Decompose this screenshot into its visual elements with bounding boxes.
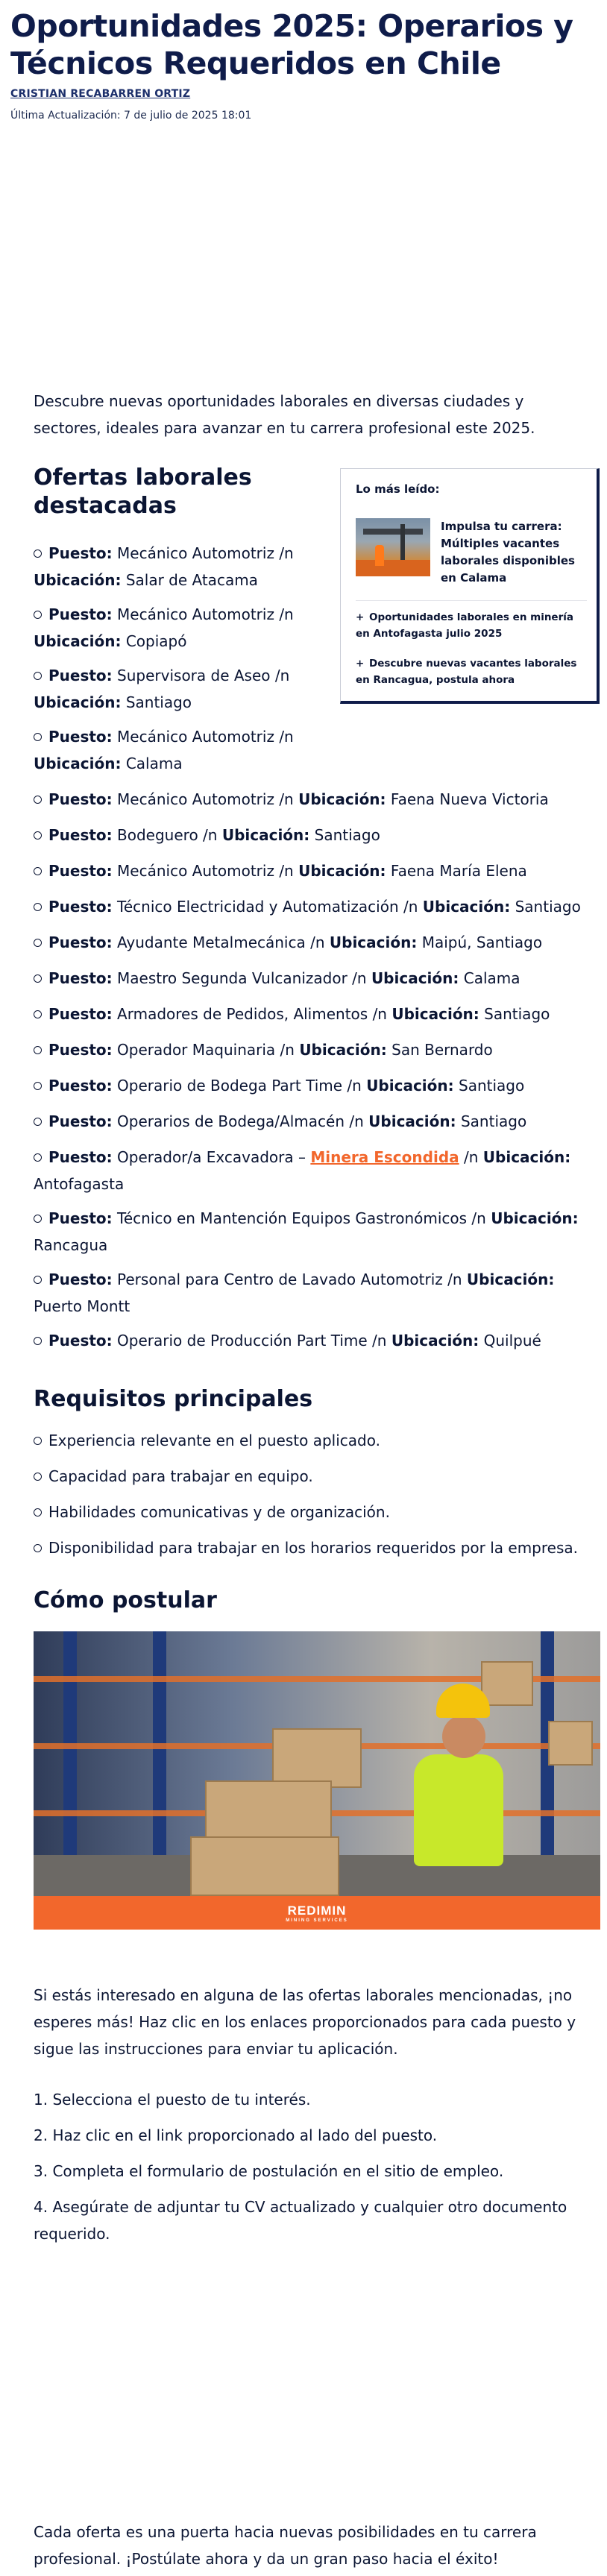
offer-item: Puesto: Operario de Bodega Part Time /n Ubicación: Santiago [34,1072,600,1099]
requirement-item: Experiencia relevante en el puesto aplicado. [34,1427,380,1454]
offer-position: Mecánico Automotriz [117,728,274,746]
offer-location: Santiago [515,898,581,916]
most-read-featured[interactable] [356,518,587,593]
offer-position: Operarios de Bodega/Almacén [117,1112,345,1130]
offer-item: Puesto: Personal para Centro de Lavado Automotriz /n Ubicación: Puerto Montt [34,1270,555,1315]
apply-step-2: 2. Haz clic en el link proporcionado al lado del puesto. [34,2126,438,2144]
apply-step-1: 1. Selecciona el puesto de tu interés. [34,2091,311,2109]
offer-item: Puesto: Mecánico Automotriz /n Ubicación: Faena María Elena [34,857,600,884]
offer-position: Mecánico Automotriz [117,544,274,562]
offer-location: Puerto Montt [34,1297,130,1315]
sidebox-divider [356,600,587,601]
offer-location: Quilpué [483,1332,541,1350]
offer-location: Santiago [314,826,380,844]
bullet-icon [34,1544,42,1552]
author-link[interactable]: CRISTIAN RECABARREN ORTIZ [10,88,191,100]
bullet-icon [34,1118,42,1126]
page-title: Oportunidades 2025: Operarios y Técnicos Requeridos en Chile [10,8,573,81]
bullet-icon [34,1337,42,1345]
closing-paragraph: Cada oferta es una puerta hacia nuevas posibilidades en tu carrera profesional. ¡Postúlate ahora y da un gran paso hacia el éxito! [34,2523,537,2568]
offer-location: Santiago [460,1112,527,1130]
bullet-icon [34,867,42,875]
bullet-icon [34,1046,42,1054]
bullet-icon [34,1082,42,1090]
bullet-icon [34,672,42,680]
last-updated: Última Actualización: 7 de julio de 2025 18:01 [10,110,252,122]
offer-location: Santiago [484,1005,550,1023]
offer-item: Puesto: Operador/a Excavadora – Minera Escondida /n Ubicación: Antofagasta [34,1148,571,1193]
offer-location: Rancagua [34,1236,108,1254]
offer-position: Mecánico Automotriz [117,605,274,623]
offer-item: Puesto: Operarios de Bodega/Almacén /n Ubicación: Santiago [34,1108,600,1135]
offer-location: Faena Nueva Victoria [390,790,549,808]
offer-position: Operario de Bodega Part Time [117,1077,343,1095]
requirement-item: Disponibilidad para trabajar en los horarios requeridos por la empresa. [34,1534,578,1561]
offer-item: Puesto: Armadores de Pedidos, Alimentos /n Ubicación: Santiago [34,1001,600,1027]
most-read-link-1[interactable]: + Oportunidades laborales en minería en Antofagasta julio 2025 [356,609,587,642]
intro-paragraph: Descubre nuevas oportunidades laborales en diversas ciudades y sectores, ideales para avanzar en tu carrera profesional este 2025. [34,392,535,437]
offer-item: Puesto: Técnico Electricidad y Automatización /n Ubicación: Santiago [34,893,600,920]
offer-location: Faena María Elena [390,862,527,880]
bullet-icon [34,831,42,840]
bullet-icon [34,611,42,619]
apply-paragraph: Si estás interesado en alguna de las ofertas laborales mencionadas, ¡no esperes más! Haz clic en los enlaces proporcionados para cada puesto y sigue las instrucciones para enviar tu aplicación. [34,1986,576,2058]
apply-heading: Cómo postular [34,1587,217,1613]
bullet-icon [34,549,42,558]
offer-item: Puesto: Bodeguero /n Ubicación: Santiago [34,822,600,848]
bullet-icon [34,1437,42,1445]
offer-item: Puesto: Operario de Producción Part Time /n Ubicación: Quilpué [34,1327,600,1354]
offer-position: Mecánico Automotriz [117,862,274,880]
plus-icon: + [356,658,365,670]
bullet-icon [34,1276,42,1284]
offer-position: Personal para Centro de Lavado Automotriz [117,1270,443,1288]
offer-position: Mecánico Automotriz [117,790,274,808]
bullet-icon [34,974,42,983]
offer-location: San Bernardo [391,1041,493,1059]
offer-item: Puesto: Supervisora de Aseo /n Ubicación: Santiago [34,667,290,711]
bullet-icon [34,1215,42,1223]
offer-position: Técnico en Mantención Equipos Gastronómicos [117,1209,468,1227]
requirements-heading: Requisitos principales [34,1386,313,1412]
offer-item: Puesto: Ayudante Metalmecánica /n Ubicación: Maipú, Santiago [34,929,600,956]
offer-position: Maestro Segunda Vulcanizador [117,969,347,987]
warehouse-worker-image [34,1631,600,1930]
offers-heading: Ofertas laborales destacadas [34,465,252,519]
bullet-icon [34,1508,42,1517]
offer-item: Puesto: Mecánico Automotriz /n Ubicación: Salar de Atacama [34,544,294,589]
offer-item: Puesto: Maestro Segunda Vulcanizador /n Ubicación: Calama [34,965,600,992]
redimin-logo: REDIMIN MINING SERVICES [286,1903,348,1923]
offer-location: Salar de Atacama [125,571,258,589]
most-read-box [340,468,600,704]
offer-position: Supervisora de Aseo [117,667,271,684]
offer-position: Operador Maquinaria [117,1041,276,1059]
offer-location: Calama [125,755,183,772]
offer-location: Antofagasta [34,1175,125,1193]
offer-item: Puesto: Operador Maquinaria /n Ubicación: San Bernardo [34,1036,600,1063]
plus-icon: + [356,611,365,623]
bullet-icon [34,939,42,947]
offer-item: Puesto: Mecánico Automotriz /n Ubicación: Calama [34,728,294,772]
apply-step-4: 4. Asegúrate de adjuntar tu CV actualizado y cualquier otro documento requerido. [34,2198,567,2243]
offer-location: Copiapó [125,632,187,650]
offer-location: Calama [463,969,520,987]
offer-position: Armadores de Pedidos, Alimentos [117,1005,368,1023]
featured-thumbnail[interactable] [356,518,430,576]
bullet-icon [34,903,42,911]
bullet-icon [34,796,42,804]
bullet-icon [34,1473,42,1481]
offer-location: Santiago [125,693,192,711]
featured-title-link[interactable]: Impulsa tu carrera: Múltiples vacantes laborales disponibles en Calama [441,520,575,585]
bullet-icon [34,733,42,741]
offer-position: Ayudante Metalmecánica [117,933,306,951]
apply-step-3: 3. Completa el formulario de postulación en el sitio de empleo. [34,2162,504,2180]
offer-item: Puesto: Técnico en Mantención Equipos Gastronómicos /n Ubicación: Rancagua [34,1209,579,1254]
requirement-item: Capacidad para trabajar en equipo. [34,1463,313,1490]
offer-item: Puesto: Mecánico Automotriz /n Ubicación: Faena Nueva Victoria [34,786,600,813]
bullet-icon [34,1153,42,1162]
requirement-item: Habilidades comunicativas y de organización. [34,1499,390,1525]
offer-location: Maipú, Santiago [421,933,543,951]
offer-position: Técnico Electricidad y Automatización [117,898,399,916]
offer-location: Santiago [459,1077,525,1095]
offer-position: Operario de Producción Part Time [117,1332,368,1350]
most-read-heading: Lo más leído: [356,482,440,496]
bullet-icon [34,1010,42,1018]
offer-position: Operador/a Excavadora – [117,1148,306,1166]
offer-company-link[interactable]: Minera Escondida [310,1148,459,1166]
offer-position: Bodeguero [117,826,198,844]
most-read-link-2[interactable]: + Descubre nuevas vacantes laborales en Rancagua, postula ahora [356,655,587,688]
offer-item: Puesto: Mecánico Automotriz /n Ubicación: Copiapó [34,605,294,650]
